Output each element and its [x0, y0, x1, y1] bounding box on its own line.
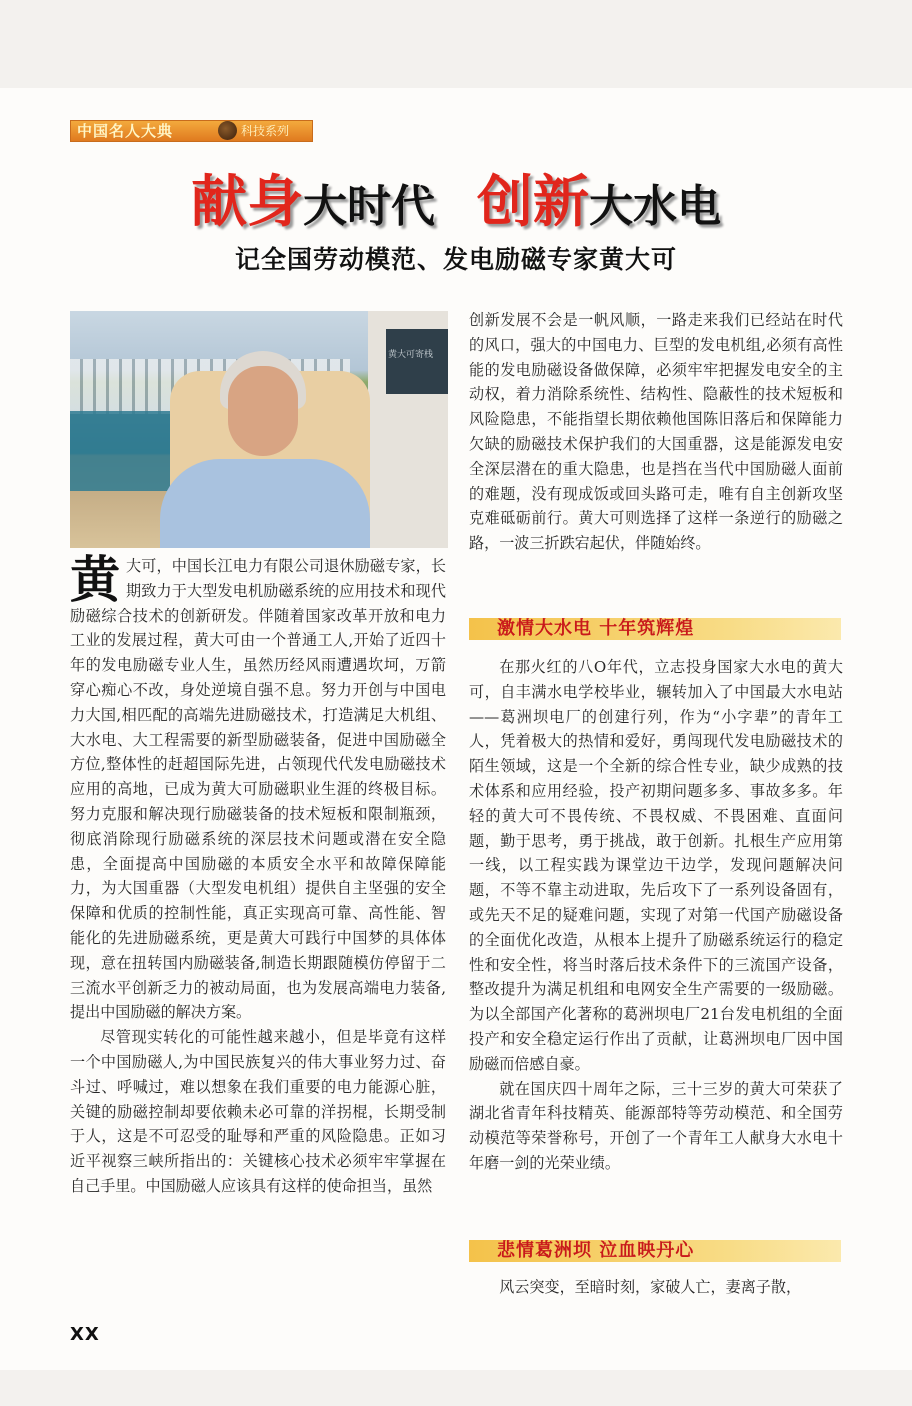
person-body	[160, 459, 370, 548]
intro-paragraph	[70, 550, 446, 1025]
article-subtitle: 记全国劳动模范、发电励磁专家黄大可	[234, 245, 677, 274]
section-1-title: 激情大水电 十年筑辉煌	[497, 618, 695, 639]
paragraph-2: 尽管现实转化的可能性越来越小，但是毕竟有这样一个中国励磁人,为中国民族复兴的伟大事业努力过、奋斗过、呼喊过，难以想象在我们重要的电力能源心脏，关键的励磁控制却要依赖未必可靠的洋拐棍，长期受制于人，这是不可忍受的耻辱和严重的风险隐患。正如习近平视察三峡所指出的：关键核心技术必须牢牢掌握在自己手里。中国励磁人应该具有这样的使命担当，虽然	[70, 1028, 446, 1195]
right-paragraph-4: 风云突变，至暗时刻，家破人亡，妻离子散，	[499, 1278, 802, 1296]
top-margin-band	[0, 0, 912, 88]
right-paragraph-1: 创新发展不会是一帆风顺，一路走来我们已经站在时代的风口，强大的中国电力、巨型的发电机组,必须有高性能的发电励磁设备做保障，必须牢牢把握发电安全的主动权，着力消除系统性、结构性、隐蔽性的技术短板和风险隐患，不能指望长期依赖他国陈旧落后和保障能力欠缺的励磁技术保护我们的大国重器，这是能源发电安全深层潜在的重大隐患，也是挡在当代中国励磁人面前的难题，没有现成饭或回头路可走，唯有自主创新攻坚克难砥砺前行。黄大可则选择了这样一条逆行的励磁之路，一波三折跌宕起伏，伴随始终。	[469, 311, 843, 553]
title-black-2: 大水电	[589, 181, 721, 232]
right-paragraph-3: 就在国庆四十周年之际，三十三岁的黄大可荣获了湖北省青年科技精英、能源部特等劳动模范、和全国劳动模范等荣誉称号，开创了一个青年工人献身大水电十年磨一剑的光荣业绩。	[469, 1079, 843, 1172]
series-title: 中国名人大典	[77, 122, 174, 140]
drop-cap: 黄	[70, 550, 120, 609]
series-banner	[70, 120, 313, 142]
bottom-margin-band	[0, 1370, 912, 1406]
wall-plaque	[386, 329, 448, 394]
plaque-text: 黄大可寄栈	[388, 350, 434, 360]
right-column-top	[469, 308, 843, 556]
right-column-bottom	[469, 1275, 843, 1300]
section-2-title: 悲情葛洲坝 泣血映丹心	[497, 1240, 695, 1261]
title-red-1: 献身	[191, 170, 303, 235]
intro-text: 大可，中国长江电力有限公司退休励磁专家，长期致力于大型发电机励磁系统的应用技术和现代励磁综合技术的创新研发。伴随着国家改革开放和电力工业的发展过程，黄大可由一个普通工人,开始了近四十年的发电励磁专业人生，虽然历经风雨遭遇坎坷，万箭穿心痴心不改，身处逆境自强不息。努力开创与中国电力大国,相匹配的高端先进励磁技术，打造满足大机组、大水电、大工程需要的新型励磁装备，促进中国励磁全方位,整体性的赶超国际先进，占领现代代发电励磁技术应用的高地，已成为黄大可励磁职业生涯的终极目标。努力克服和解决现行励磁装备的技术短板和限制瓶颈，彻底消除现行励磁系统的深层技术问题或潜在安全隐患，全面提高中国励磁的本质安全水平和故障保障能力，为大国重器（大型发电机组）提供自主坚强的安全保障和优质的控制性能，真正实现高可靠、高性能、智能化的先进励磁系统，更是黄大可践行中国梦的具体体现，意在扭转国内励磁装备,制造长期跟随模仿停留于二三流水平创新乏力的被动局面，也为发展高端电力装备,提出中国励磁的解决方案。	[70, 557, 446, 1022]
portrait-photo	[70, 311, 448, 548]
series-subtitle: 科技系列	[241, 124, 290, 138]
page-number: XX	[70, 1324, 100, 1345]
section-heading-2	[469, 1240, 841, 1262]
title-black-1: 大时代	[303, 181, 435, 232]
section-heading-1	[469, 618, 841, 640]
left-column	[70, 550, 446, 1199]
series-emblem-icon	[218, 121, 237, 140]
title-red-2: 创新	[477, 170, 589, 235]
right-paragraph-2: 在那火红的八O年代，立志投身国家大水电的黄大可，自丰满水电学校毕业，辗转加入了中国最大水电站——葛洲坝电厂的创建行列，作为“小字辈”的青年工人，凭着极大的热情和爱好，勇闯现代发电励磁技术的陌生领域，这是一个全新的综合性专业，缺少成熟的技术体系和应用经验，投产初期问题多多、事故多多。年轻的黄大可不畏传统、不畏权威、不畏困难、直面问题，勤于思考，勇于挑战，敢于创新。扎根生产应用第一线，以工程实践为课堂边干边学，发现问题解决问题，不等不靠主动进取，先后攻下了一系列设备固有，或先天不足的疑难问题，实现了对第一代国产励磁设备的全面优化改造，从根本上提升了励磁系统运行的稳定性和安全性，将当时落后技术条件下的三流国产设备，整改提升为满足机组和电网安全生产需要的一级励磁。为以全部国产化著称的葛洲坝电厂21台发电机组的全面投产和安全稳定运行作出了贡献，让葛洲坝电厂因中国励磁而倍感自豪。	[469, 658, 843, 1073]
article-title	[0, 158, 912, 238]
person-head	[228, 366, 298, 456]
right-column-mid	[469, 655, 843, 1176]
